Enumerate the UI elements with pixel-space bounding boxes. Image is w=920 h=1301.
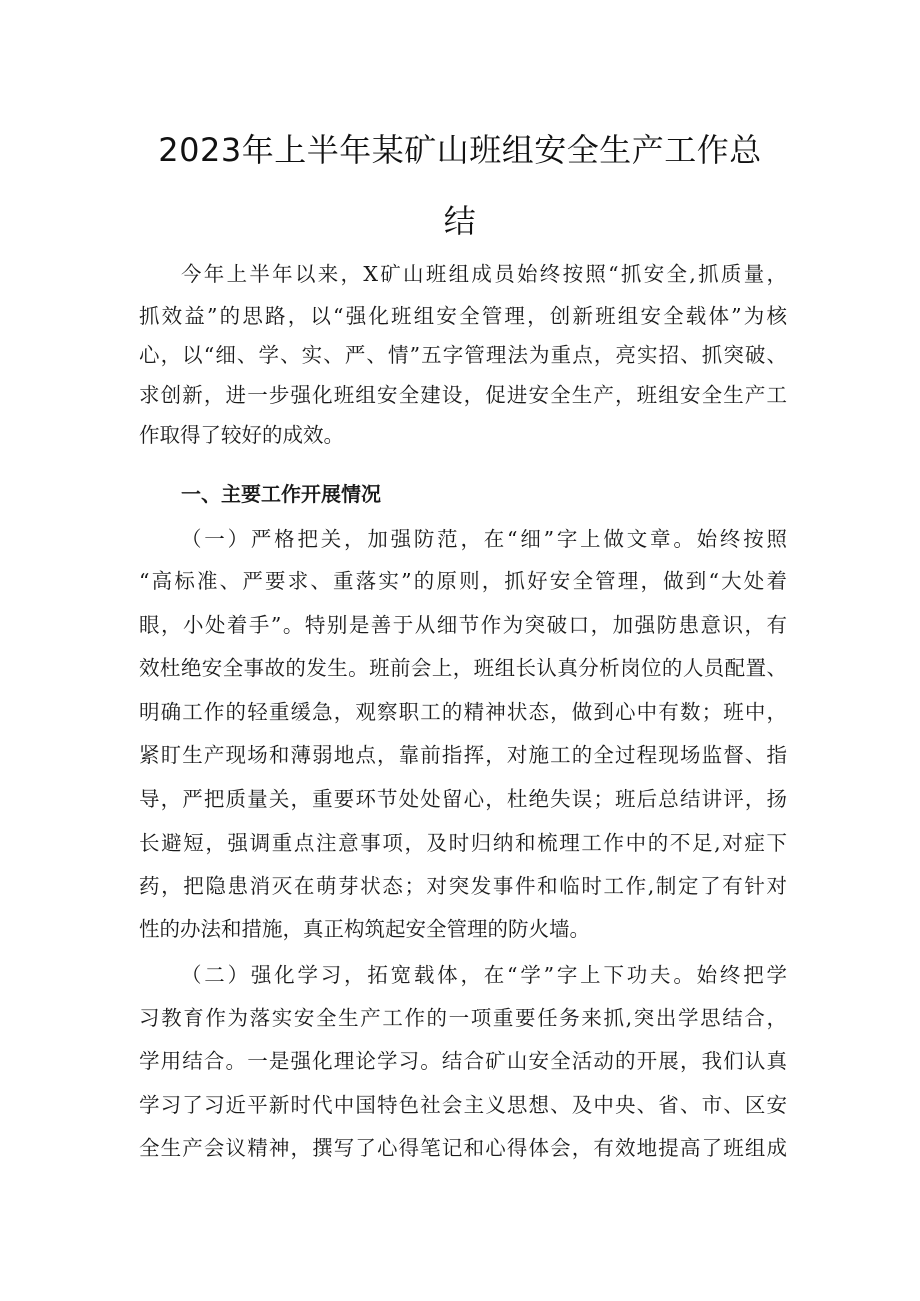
sub1-line-7: 导，严把质量关，重要环节处处留心，杜绝失误；班后总结讲评，扬 (139, 787, 787, 811)
sub2-line-5: 全生产会议精神，撰写了心得笔记和心得体会，有效地提高了班组成 (139, 1136, 787, 1160)
intro-line-1: 今年上半年以来，X矿山班组成员始终按照“抓安全,抓质量， (181, 262, 787, 286)
intro-line-3: 心，以“细、学、实、严、情”五字管理法为重点，亮实招、抓突破、 (139, 343, 787, 367)
document-title-line1: 2023年上半年某矿山班组安全生产工作总 (158, 131, 762, 169)
sub1-line-1: （一）严格把关，加强防范，在“细”字上做文章。始终按照 (181, 527, 787, 551)
sub1-line-6: 紧盯生产现场和薄弱地点，靠前指挥，对施工的全过程现场监督、指 (139, 743, 787, 767)
document-title-line2: 结 (443, 202, 477, 240)
sub2-line-2: 习教育作为落实安全生产工作的一项重要任务来抓,突出学思结合， (139, 1006, 787, 1030)
sub1-line-4: 效杜绝安全事故的发生。班前会上，班组长认真分析岗位的人员配置、 (139, 656, 787, 680)
section-heading: 一、主要工作开展情况 (181, 482, 381, 506)
intro-line-5: 作取得了较好的成效。 (139, 423, 344, 447)
sub1-line-5: 明确工作的轻重缓急，观察职工的精神状态，做到心中有数；班中， (139, 700, 787, 724)
sub1-line-10: 性的办法和措施，真正构筑起安全管理的防火墙。 (139, 917, 590, 941)
intro-line-4: 求创新，进一步强化班组安全建设，促进安全生产，班组安全生产工 (139, 383, 787, 407)
sub1-line-2: “高标准、严要求、重落实”的原则，抓好安全管理，做到“大处着 (139, 569, 787, 593)
sub2-line-4: 学习了习近平新时代中国特色社会主义思想、及中央、省、市、区安 (139, 1093, 787, 1117)
sub2-line-3: 学用结合。一是强化理论学习。结合矿山安全活动的开展，我们认真 (139, 1049, 787, 1073)
sub1-line-3: 眼，小处着手”。特别是善于从细节作为突破口，加强防患意识，有 (139, 613, 787, 637)
sub2-line-1: （二）强化学习，拓宽载体，在“学”字上下功夫。始终把学 (181, 963, 787, 987)
sub1-line-8: 长避短，强调重点注意事项，及时归纳和梳理工作中的不足,对症下 (139, 831, 787, 855)
intro-line-2: 抓效益”的思路，以“强化班组安全管理，创新班组安全载体”为核 (139, 304, 787, 328)
sub1-line-9: 药，把隐患消灭在萌芽状态；对突发事件和临时工作,制定了有针对 (139, 874, 787, 898)
